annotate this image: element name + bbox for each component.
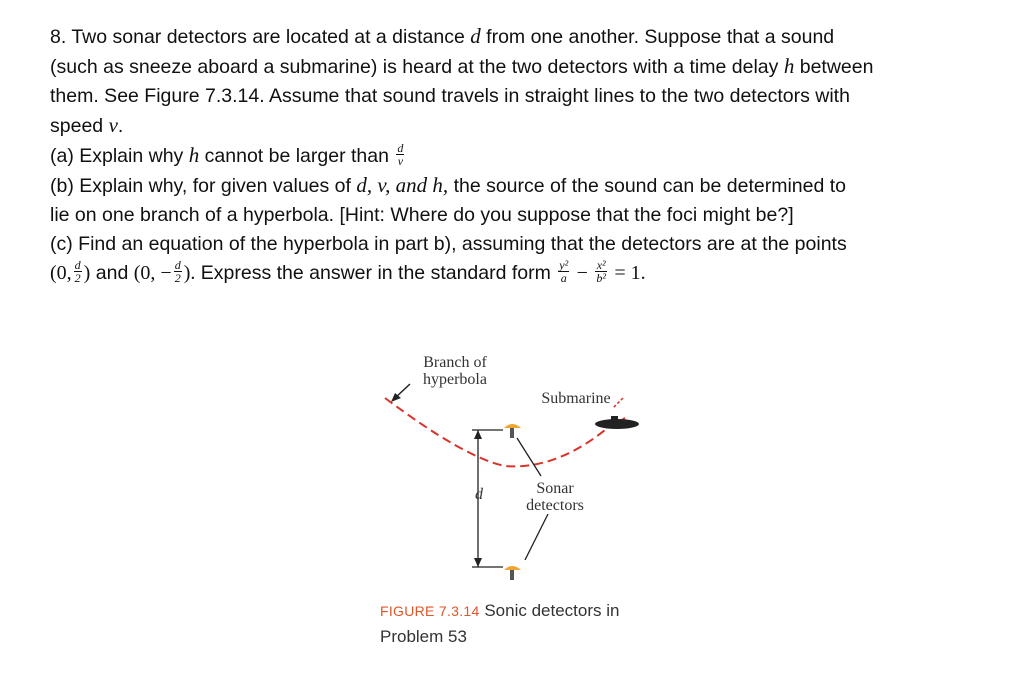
caption-text: Problem 53 [380,627,467,646]
fraction-d-over-2 [174,259,182,284]
label-branch-line: Branch of [423,354,487,371]
detector-bottom-icon [504,566,521,580]
part-b-label: (b) Explain why, for given values of [50,175,351,197]
point-2: (0, − [133,262,172,284]
text-segment: 8. Two sonar detectors are located at a distance [50,26,465,48]
distance-arrow-top [474,430,482,439]
var-h: h [188,143,200,167]
text-segment: Express the answer in the standard form [200,262,551,284]
fraction-y2-over-a [558,259,569,284]
fraction-numerator: x² [596,258,606,273]
equals-one: = 1. [614,262,646,284]
label-branch [413,354,497,388]
label-d: d [475,486,483,503]
part-a-label: (a) Explain why [50,145,184,167]
part-c-label: (c) Find an equation of the hyperbola in part b), assuming that the detectors are at the points [50,233,847,255]
fraction-numerator: d [74,258,81,273]
point-1: (0, [50,262,72,284]
var-v: v [108,113,118,137]
caption-figure-number: FIGURE 7.3.14 [380,603,480,619]
problem-line-2 [50,52,995,82]
text-segment: them. See Figure 7.3.14. Assume that sound travels in straight lines to the two detectors with [50,85,850,107]
submarine-tower [611,416,618,422]
sonar-pointer-top [517,438,541,476]
part-b-line-2 [50,201,995,230]
var-d: d [470,24,481,48]
problem-line-4 [50,111,995,141]
problem-text [50,22,995,288]
label-sonar-line: detectors [526,497,584,514]
fraction-x2-over-b2 [595,259,607,284]
label-branch-line: hyperbola [423,371,487,388]
text-segment: between [799,56,874,78]
figure-drawing [355,340,695,600]
fraction-numerator: y² [559,258,569,273]
caption-text: Sonic detectors in [484,601,620,620]
fraction-numerator: d [174,258,181,273]
part-a [50,141,995,171]
problem-line-1 [50,22,995,52]
distance-arrow-bottom [474,558,482,567]
fraction-denominator: v [397,154,404,169]
text-segment: and [95,262,129,284]
point-1-close: ) [83,262,91,284]
fraction-d-over-v [396,142,404,167]
fraction-d-over-2 [74,259,82,284]
point-2-close: ). [183,262,196,284]
label-sonar-line: Sonar [536,480,574,497]
text-segment: speed [50,115,104,137]
vars-dvh: d, v, and h, [356,173,449,197]
sonar-pointer-bottom [525,514,548,560]
fraction-denominator: 2 [74,271,81,286]
label-sonar-detectors [515,480,595,514]
label-submarine: Submarine [541,390,611,407]
caption-line-1 [380,598,710,624]
text-segment: cannot be larger than [204,145,389,167]
part-b-line-1 [50,171,995,201]
var-h: h [783,54,795,78]
fraction-denominator: b² [596,271,606,286]
minus-sign: − [576,262,588,284]
part-c-line-2 [50,259,995,288]
text-segment: (such as sneeze aboard a submarine) is heard at the two detectors with a time delay [50,56,779,78]
fraction-numerator: d [397,141,404,156]
problem-line-3 [50,82,995,111]
hyperbola-branch [385,398,625,466]
text-segment: . [117,115,124,137]
fraction-denominator: 2 [174,271,181,286]
fraction-denominator: a [560,271,567,286]
part-c-line-1 [50,230,995,259]
text-segment: the source of the sound can be determined to [453,175,846,197]
detector-top-icon [504,424,521,438]
text-segment: lie on one branch of a hyperbola. [Hint: Where do you suppose that the foci might be?] [50,204,794,226]
figure-caption [380,598,710,650]
text-segment: from one another. Suppose that a sound [486,26,835,48]
